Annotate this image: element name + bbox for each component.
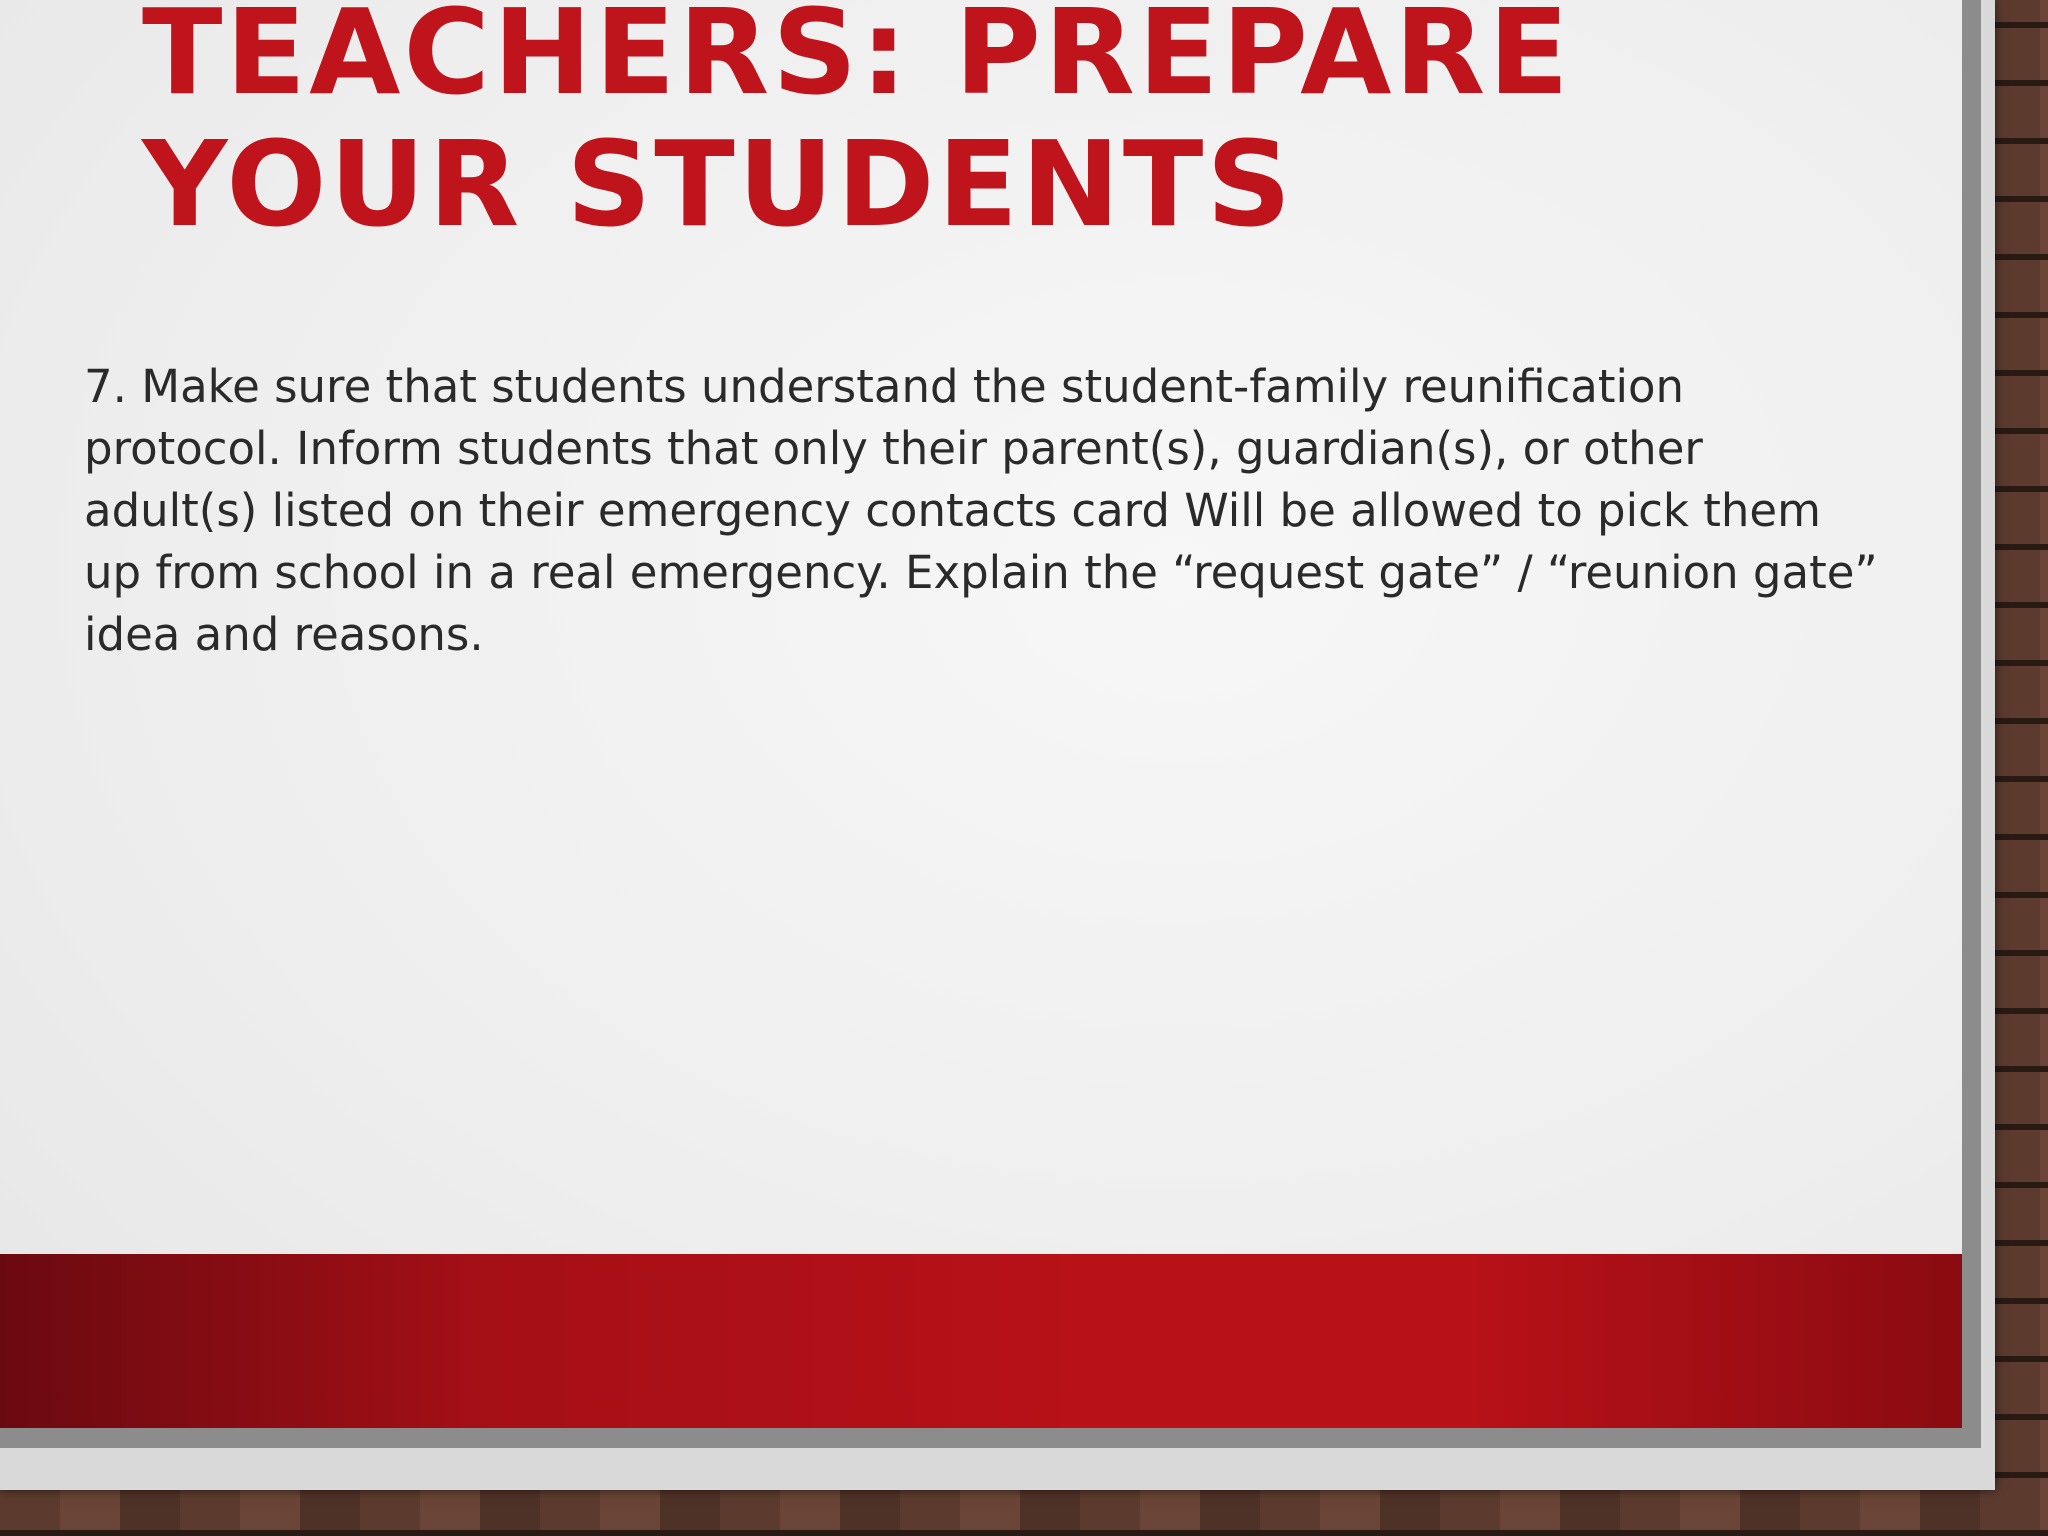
footer-bar	[0, 1254, 1962, 1428]
slide-body-text: 7. Make sure that students understand the student-family reunification protocol. Inform students that only their parent(s), guardian(s), or other adult(s) listed on their emergency contacts card Will be allowed to pick them up from school in a real emergency. Explain the “request gate” / “reunion gate” idea and reasons.	[84, 360, 1878, 661]
slide-title: TEACHERS: PREPARE YOUR STUDENTS	[142, 0, 1572, 253]
